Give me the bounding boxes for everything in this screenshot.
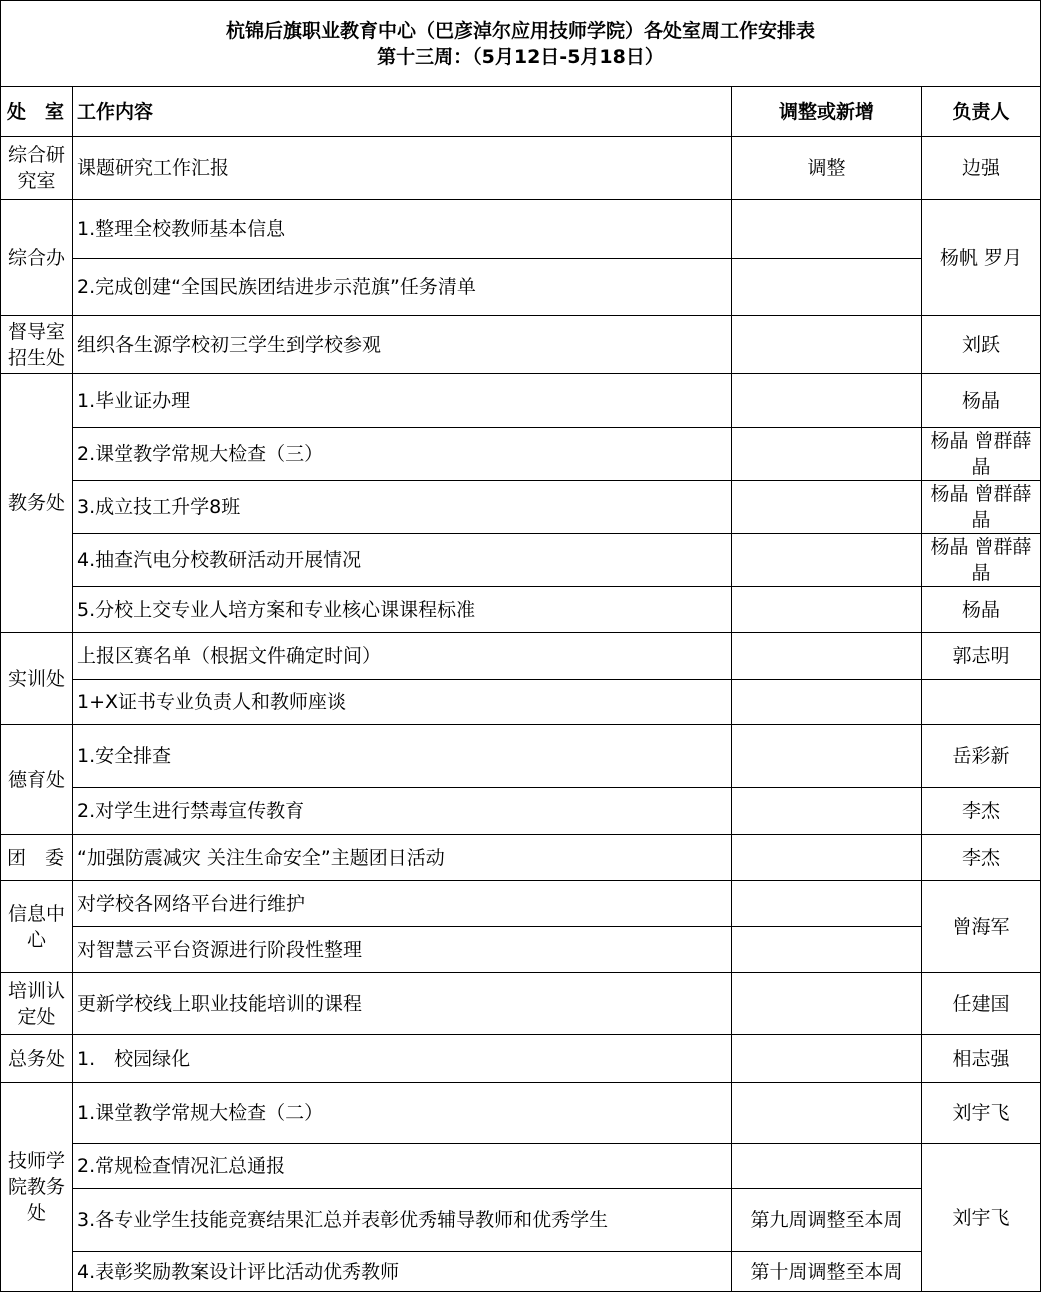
title-line-1: 杭锦后旗职业教育中心（巴彦淖尔应用技师学院）各处室周工作安排表 [226, 19, 816, 42]
owner-cell: 刘宇飞 [922, 1144, 1041, 1292]
header-adjust: 调整或新增 [732, 87, 922, 137]
dept-cell: 综合研究室 [1, 137, 73, 200]
table-row [1, 927, 1041, 973]
owner-cell: 李杰 [922, 835, 1041, 881]
table-row [1, 481, 1041, 534]
title-line-2: 第十三周：（5月12日-5月18日） [377, 45, 664, 68]
adjust-cell [732, 1035, 922, 1083]
adjust-cell [732, 927, 922, 973]
adjust-cell [732, 534, 922, 587]
table-row [1, 680, 1041, 725]
task-cell: 组织各生源学校初三学生到学校参观 [73, 316, 732, 374]
adjust-cell: 第九周调整至本周 [732, 1189, 922, 1252]
table-row [1, 587, 1041, 633]
header-task: 工作内容 [73, 87, 732, 137]
task-cell: “加强防震减灾 关注生命安全”主题团日活动 [73, 835, 732, 881]
header-dept: 处 室 [1, 87, 73, 137]
task-cell: 1+X证书专业负责人和教师座谈 [73, 680, 732, 725]
dept-cell: 培训认定处 [1, 973, 73, 1035]
task-cell: 上报区赛名单（根据文件确定时间） [73, 633, 732, 680]
task-cell: 更新学校线上职业技能培训的课程 [73, 973, 732, 1035]
owner-cell [922, 680, 1041, 725]
task-cell: 1.课堂教学常规大检查（二） [73, 1083, 732, 1144]
dept-cell: 教务处 [1, 374, 73, 633]
adjust-cell [732, 259, 922, 316]
table-row [1, 316, 1041, 374]
owner-cell: 曾海军 [922, 881, 1041, 973]
adjust-cell [732, 200, 922, 259]
table-row [1, 1035, 1041, 1083]
table-row [1, 374, 1041, 428]
table-row [1, 428, 1041, 481]
adjust-cell [732, 835, 922, 881]
dept-cell: 德育处 [1, 725, 73, 835]
table-row [1, 881, 1041, 927]
table-row [1, 200, 1041, 259]
table-row [1, 973, 1041, 1035]
owner-cell: 杨晶 [922, 587, 1041, 633]
task-cell: 3.各专业学生技能竞赛结果汇总并表彰优秀辅导教师和优秀学生 [73, 1189, 732, 1252]
table-row [1, 835, 1041, 881]
adjust-cell [732, 973, 922, 1035]
task-cell: 课题研究工作汇报 [73, 137, 732, 200]
table-row [1, 633, 1041, 680]
table-row [1, 725, 1041, 788]
task-cell: 3.成立技工升学8班 [73, 481, 732, 534]
owner-cell: 杨帆 罗月 [922, 200, 1041, 316]
task-cell: 2.课堂教学常规大检查（三） [73, 428, 732, 481]
owner-cell: 李杰 [922, 788, 1041, 835]
task-cell: 2.对学生进行禁毒宣传教育 [73, 788, 732, 835]
owner-cell: 刘宇飞 [922, 1083, 1041, 1144]
adjust-cell: 第十周调整至本周 [732, 1252, 922, 1292]
owner-cell: 岳彩新 [922, 725, 1041, 788]
task-cell: 1.毕业证办理 [73, 374, 732, 428]
dept-cell: 总务处 [1, 1035, 73, 1083]
adjust-cell [732, 428, 922, 481]
dept-cell: 督导室招生处 [1, 316, 73, 374]
table-row [1, 788, 1041, 835]
owner-cell: 任建国 [922, 973, 1041, 1035]
adjust-cell [732, 316, 922, 374]
table-row [1, 1144, 1041, 1189]
owner-cell: 郭志明 [922, 633, 1041, 680]
task-cell: 4.抽查汽电分校教研活动开展情况 [73, 534, 732, 587]
adjust-cell [732, 633, 922, 680]
task-cell: 对智慧云平台资源进行阶段性整理 [73, 927, 732, 973]
task-cell: 1.安全排查 [73, 725, 732, 788]
adjust-cell [732, 1083, 922, 1144]
task-cell: 1. 校园绿化 [73, 1035, 732, 1083]
dept-cell: 团 委 [1, 835, 73, 881]
dept-cell: 综合办 [1, 200, 73, 316]
adjust-cell [732, 374, 922, 428]
task-cell: 2.常规检查情况汇总通报 [73, 1144, 732, 1189]
adjust-cell: 调整 [732, 137, 922, 200]
header-row [1, 87, 1041, 137]
owner-cell: 刘跃 [922, 316, 1041, 374]
task-cell: 对学校各网络平台进行维护 [73, 881, 732, 927]
adjust-cell [732, 587, 922, 633]
owner-cell: 杨晶 曾群薛晶 [922, 481, 1041, 534]
task-cell: 2.完成创建“全国民族团结进步示范旗”任务清单 [73, 259, 732, 316]
task-cell: 4.表彰奖励教案设计评比活动优秀教师 [73, 1252, 732, 1292]
dept-cell: 信息中心 [1, 881, 73, 973]
adjust-cell [732, 481, 922, 534]
table-row [1, 1189, 1041, 1252]
owner-cell: 杨晶 [922, 374, 1041, 428]
table-row [1, 259, 1041, 316]
dept-cell: 实训处 [1, 633, 73, 725]
owner-cell: 杨晶 曾群薛晶 [922, 428, 1041, 481]
adjust-cell [732, 881, 922, 927]
owner-cell: 边强 [922, 137, 1041, 200]
adjust-cell [732, 680, 922, 725]
task-cell: 5.分校上交专业人培方案和专业核心课课程标准 [73, 587, 732, 633]
header-owner: 负责人 [922, 87, 1041, 137]
adjust-cell [732, 788, 922, 835]
table-row [1, 137, 1041, 200]
task-cell: 1.整理全校教师基本信息 [73, 200, 732, 259]
dept-cell: 技师学院教务处 [1, 1083, 73, 1292]
adjust-cell [732, 1144, 922, 1189]
adjust-cell [732, 725, 922, 788]
owner-cell: 杨晶 曾群薛晶 [922, 534, 1041, 587]
table-title [1, 1, 1041, 87]
owner-cell: 相志强 [922, 1035, 1041, 1083]
table-row [1, 534, 1041, 587]
table-row [1, 1083, 1041, 1144]
table-row [1, 1252, 1041, 1292]
